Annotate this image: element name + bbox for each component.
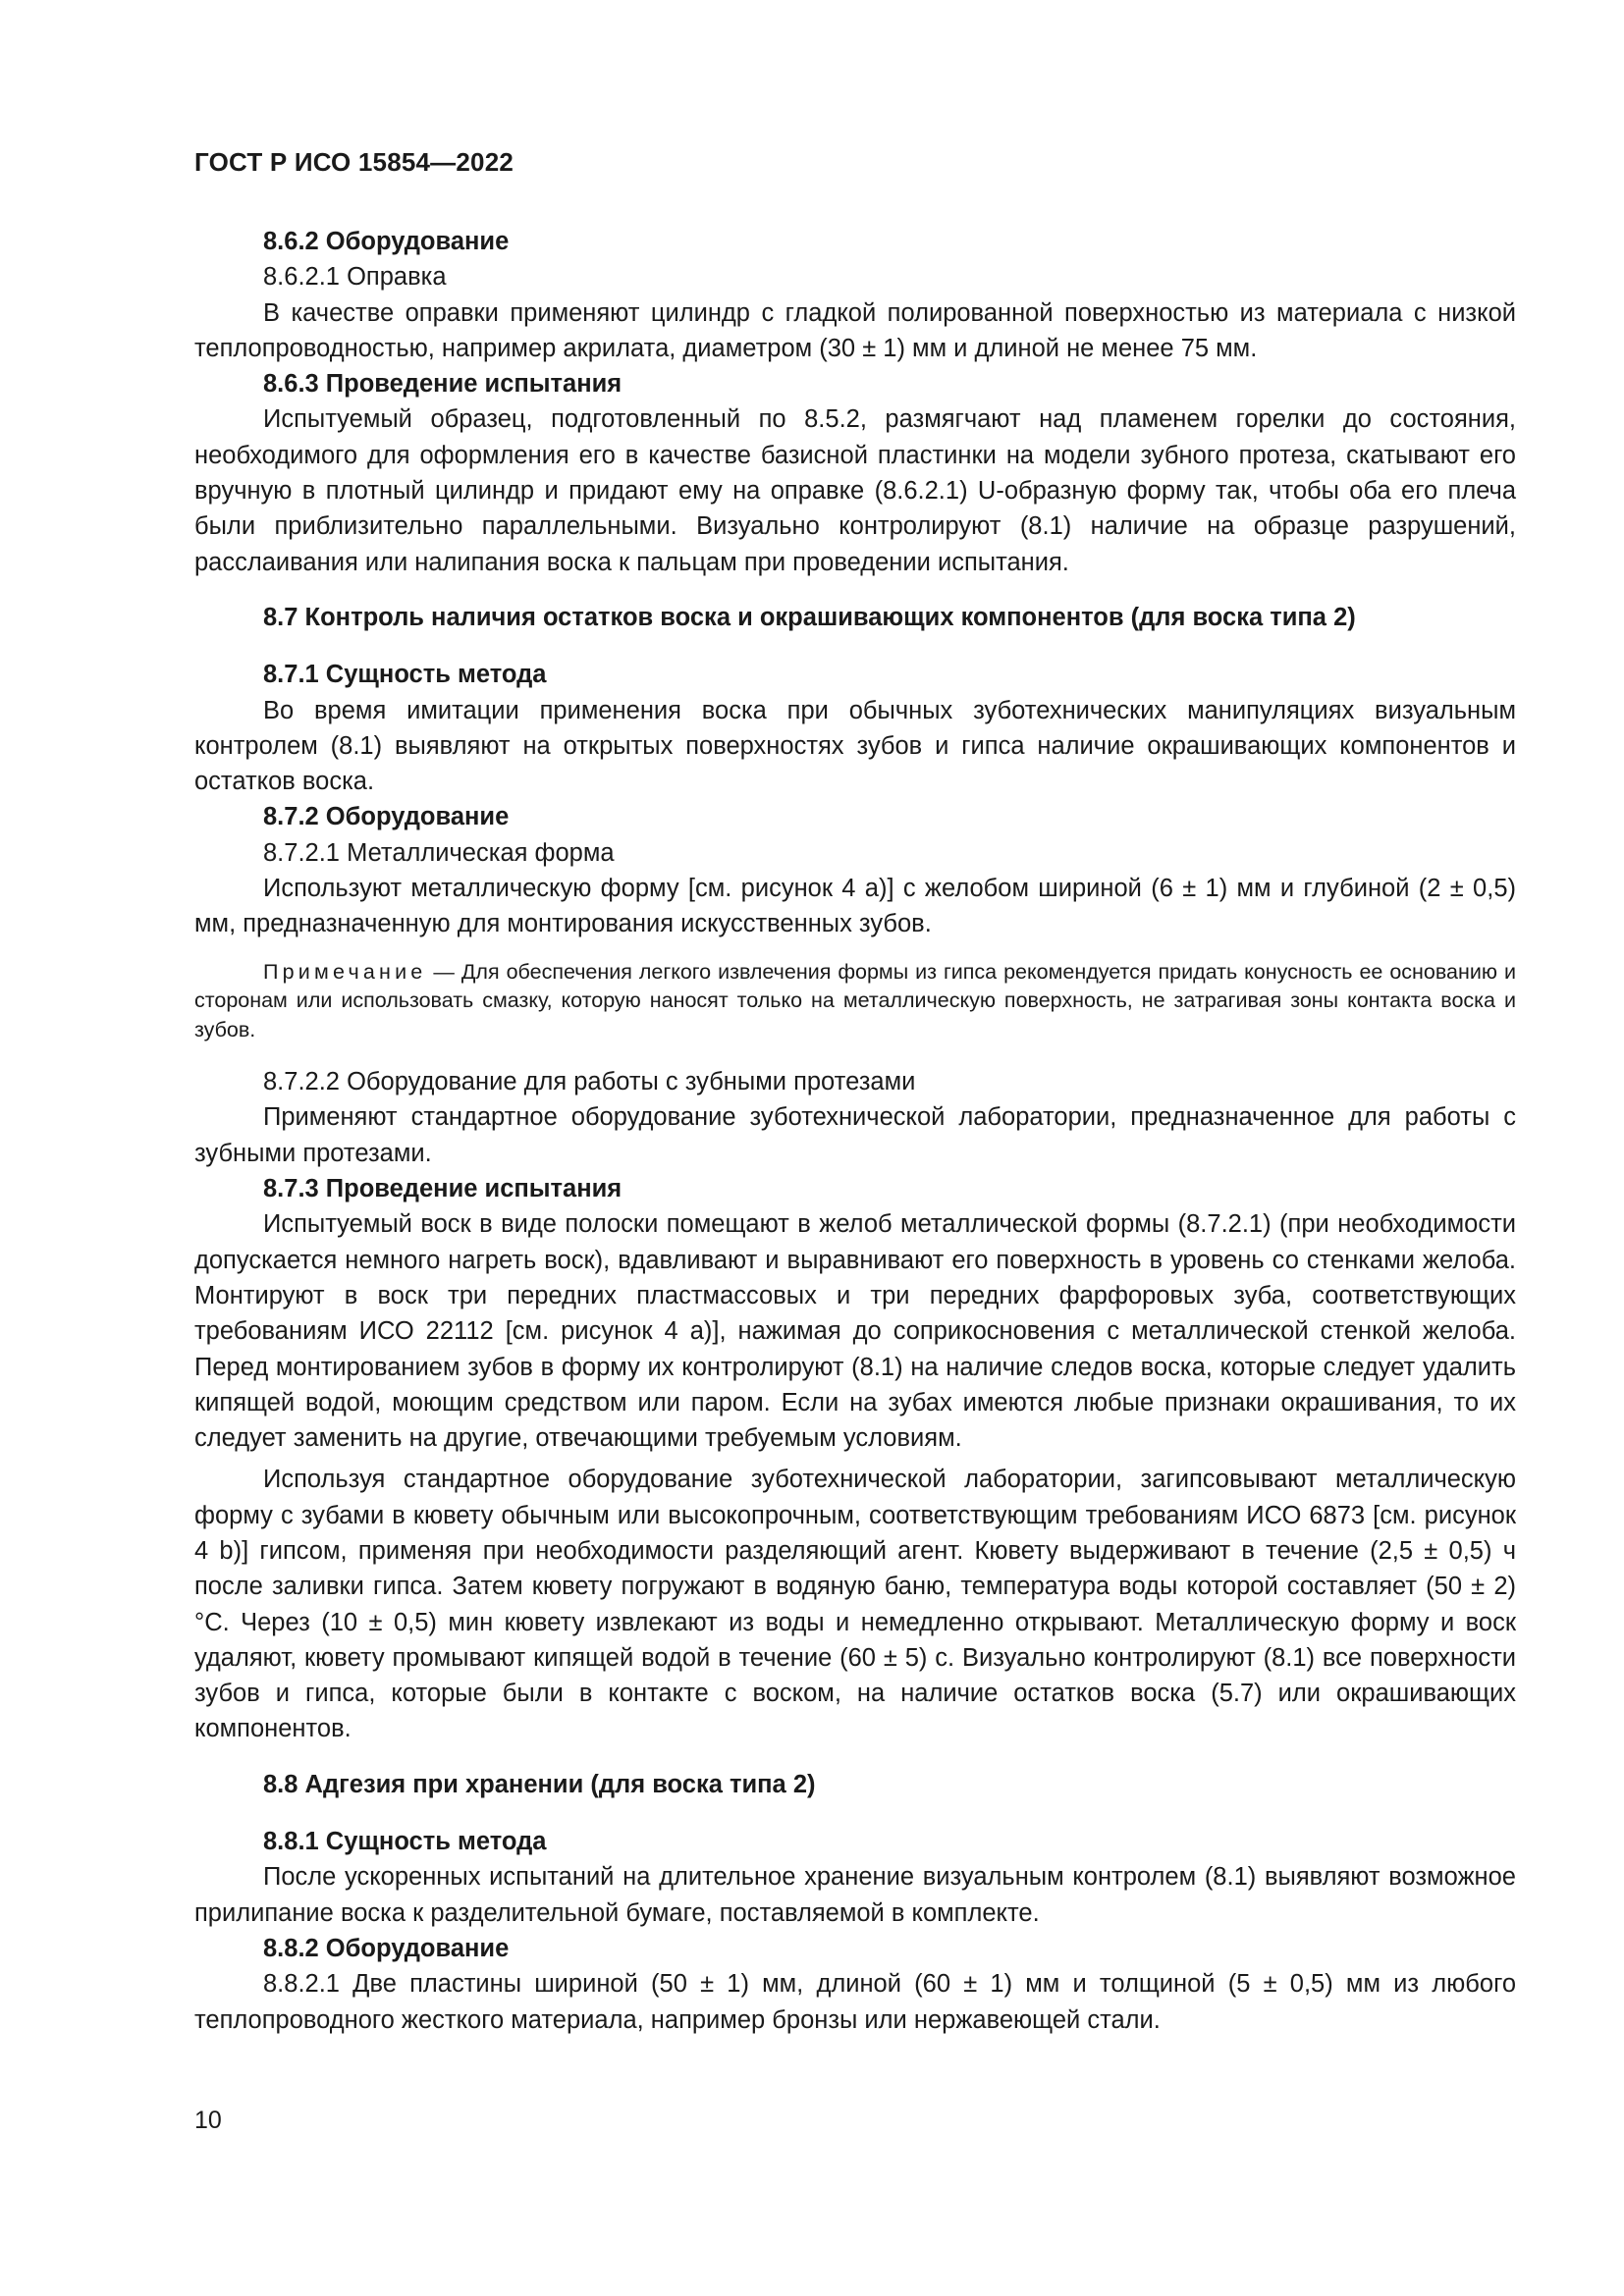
paragraph: 8.8.2.1 Две пластины шириной (50 ± 1) мм, длиной (60 ± 1) мм и толщиной (5 ± 0,5) мм из любого теплопроводного жесткого материала, например бронзы или нержавеющей стали. [194, 1970, 1516, 2034]
section-heading-8-6-3: 8.6.3 Проведение испытания [263, 370, 623, 399]
note-text: — Для обеспечения легкого извлечения формы из гипса рекомендуется придать конусность ее основанию и сторонам или использовать смазку, которую наносят только на металлическую поверхность, не затрагивая зоны контакта воска и зубов. [194, 959, 1516, 1041]
paragraph: Во время имитации применения воска при обычных зуботехнических манипуляциях визуальным контролем (8.1) выявляют на открытых поверхностях зубов и гипса наличие окрашивающих компонентов и остатков воска. [194, 696, 1516, 796]
section-heading-8-8: 8.8 Адгезия при хранении (для воска типа 2) [263, 1770, 816, 1798]
paragraph: Используя стандартное оборудование зуботехнической лаборатории, загипсовывают металлическую форму с зубами в кювету обычным или высокопрочным, соответствующим требованиям ИСО 6873 [см. рисунок 4 b)] гипсом, применяя при необходимости разделяющий агент. Кювету выдерживают в течение (2,5 ± 0,5) ч после заливки гипса. Затем кювету погружают в водяную баню, температура воды которой составляет (50 ± 2) °С. Через (10 ± 0,5) мин кювету извлекают из воды и немедленно открывают. Металлическую форму и воск удаляют, кювету промывают кипящей водой в течение (60 ± 5) с. Визуально контролируют (8.1) все поверхности зубов и гипса, которые были в контакте с воском, на наличие остатков воска (5.7) или окрашивающих компонентов. [194, 1466, 1516, 1743]
subsection-8-7-2-2: 8.7.2.2 Оборудование для работы с зубными протезами [263, 1068, 916, 1096]
section-heading-8-8-1: 8.8.1 Сущность метода [263, 1828, 547, 1856]
section-heading-8-8-2: 8.8.2 Оборудование [263, 1934, 510, 1962]
section-heading-8-7-3: 8.7.3 Проведение испытания [263, 1175, 623, 1203]
paragraph: Используют металлическую форму [см. рисунок 4 а)] с желобом шириной (6 ± 1) мм и глубиной (2 ± 0,5) мм, предназначенную для монтирования искусственных зубов. [194, 875, 1516, 938]
section-heading-8-7: 8.7 Контроль наличия остатков воска и окрашивающих компонентов (для воска типа 2) [263, 603, 1356, 631]
paragraph: Испытуемый образец, подготовленный по 8.5.2, размягчают над пламенем горелки до состояния, необходимого для оформления его в качестве базисной пластинки на модели зубного протеза, скатывают его вручную в плотный цилиндр и придают ему на оправке (8.6.2.1) U-образную форму так, чтобы оба его плеча были приблизительно параллельными. Визуально контролируют (8.1) наличие на образце разрушений, расслаивания или налипания воска к пальцам при проведении испытания. [194, 405, 1516, 576]
note [194, 958, 1516, 1045]
document-body [194, 224, 1516, 2038]
paragraph: После ускоренных испытаний на длительное хранение визуальным контролем (8.1) выявляют возможное прилипание воска к разделительной бумаге, поставляемой в комплекте. [194, 1863, 1516, 1927]
section-heading-8-6-2: 8.6.2 Оборудование [263, 228, 510, 255]
paragraph: Испытуемый воск в виде полоски помещают в желоб металлической формы (8.7.2.1) (при необходимости допускается немного нагреть воск), вдавливают и выравнивают его поверхность в уровень со стенками желоба. Монтируют в воск три передних пластмассовых и три передних фарфоровых зуба, соответствующих требованиям ИСО 22112 [см. рисунок 4 а)], нажимая до соприкосновения с металлической стенкой желоба. Перед монтированием зубов в форму их контролируют (8.1) на наличие следов воска, которые следует удалить кипящей водой, моющим средством или паром. Если на зубах имеются любые признаки окрашивания, то их следует заменить на другие, отвечающими требуемым условиям. [194, 1210, 1516, 1453]
paragraph: Применяют стандартное оборудование зуботехнической лаборатории, предназначенное для работы с зубными протезами. [194, 1103, 1516, 1167]
subsection-8-7-2-1: 8.7.2.1 Металлическая форма [263, 838, 615, 867]
subsection-8-6-2-1: 8.6.2.1 Оправка [263, 263, 447, 292]
page-number: 10 [194, 2107, 222, 2134]
section-heading-8-7-2: 8.7.2 Оборудование [263, 803, 510, 831]
note-label: Примечание [263, 959, 427, 984]
section-heading-8-7-1: 8.7.1 Сущность метода [263, 661, 547, 689]
document-header: ГОСТ Р ИСО 15854—2022 [194, 147, 514, 177]
paragraph: В качестве оправки применяют цилиндр с гладкой полированной поверхностью из материала с низкой теплопроводностью, например акрилата, диаметром (30 ± 1) мм и длиной не менее 75 мм. [194, 298, 1516, 362]
